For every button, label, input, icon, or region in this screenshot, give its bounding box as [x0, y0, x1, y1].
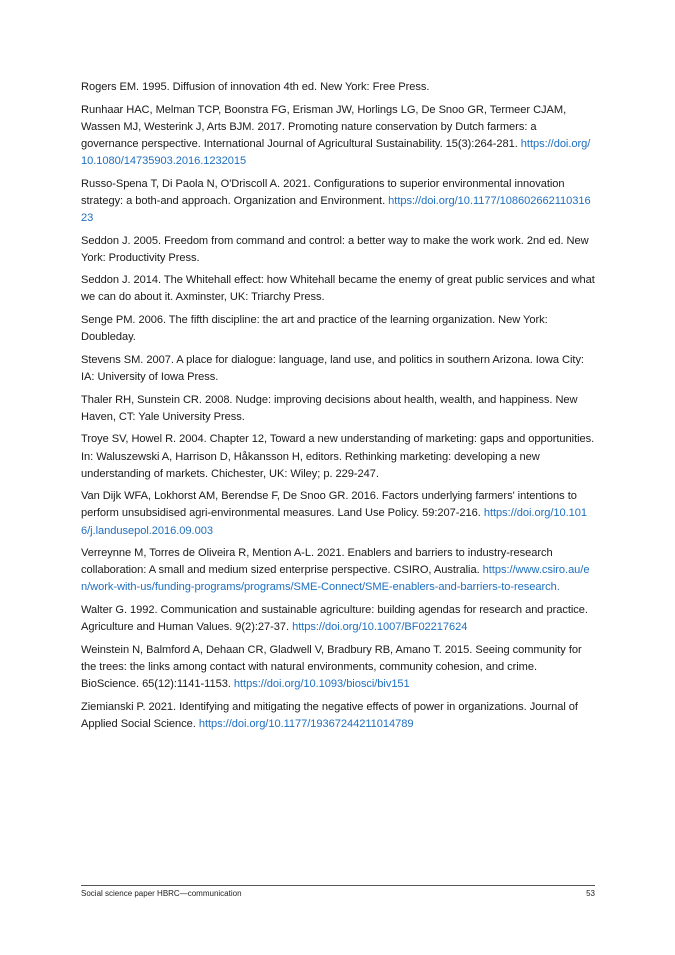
reference-entry — [81, 272, 595, 306]
reference-entry — [81, 545, 595, 596]
reference-entry — [81, 312, 595, 346]
reference-entry — [81, 431, 595, 482]
reference-text: Troye SV, Howel R. 2004. Chapter 12, Toward a new understanding of marketing: gaps and opportunities. In: Waluszewski A, Harrison D, Håkansson H, editors. Rethinking marketing: developing a new understanding of markets. Chichester, UK: Wiley; p. 229-247. — [81, 433, 595, 480]
reference-entry — [81, 392, 595, 426]
reference-text: Senge PM. 2006. The fifth discipline: the art and practice of the learning organization. New York: Doubleday. — [81, 314, 548, 344]
reference-text: Ziemianski P. 2021. Identifying and mitigating the negative effects of power in organizations. Journal of Applied Social Science. — [81, 700, 578, 730]
reference-text: Russo-Spena T, Di Paola N, O'Driscoll A. 2021. Configurations to superior environmental innovation strategy: a both-and approach. Organization and Environment. — [81, 177, 565, 207]
reference-text: Seddon J. 2005. Freedom from command and control: a better way to make the work work. 2nd ed. New York: Productivity Press. — [81, 234, 589, 264]
doi-link[interactable]: https://doi.org/10.1080/14735903.2016.1232015 — [81, 137, 591, 167]
doi-link[interactable]: https://doi.org/10.1177/10860266211031623 — [81, 194, 591, 224]
page-number: 53 — [586, 889, 595, 898]
reference-text: Walter G. 1992. Communication and sustainable agriculture: building agendas for research and practice. Agriculture and Human Values. 9(2):27-37. — [81, 604, 588, 634]
doi-link[interactable]: https://doi.org/10.1177/19367244211014789 — [198, 717, 414, 730]
reference-text: Verreynne M, Torres de Oliveira R, Mention A-L. 2021. Enablers and barriers to industry-research collaboration: A small and medium sized enterprise perspective. CSIRO, Australia. — [81, 547, 553, 577]
reference-entry — [81, 233, 595, 267]
reference-text: Rogers EM. 1995. Diffusion of innovation 4th ed. New York: Free Press. — [81, 81, 430, 93]
reference-text: Seddon J. 2014. The Whitehall effect: how Whitehall became the enemy of great public services and what we can do about it. Axminster, UK: Triarchy Press. — [81, 274, 595, 304]
reference-entry — [81, 79, 595, 96]
reference-text: Thaler RH, Sunstein CR. 2008. Nudge: improving decisions about health, wealth, and happiness. New Haven, CT: Yale University Press. — [81, 393, 578, 423]
reference-text: Runhaar HAC, Melman TCP, Boonstra FG, Erisman JW, Horlings LG, De Snoo GR, Termeer CJAM, Wassen MJ, Westerink J, Arts BJM. 2017. Promoting nature conservation by Dutch farmers: a governance perspective. International Journal of Agricultural Sustainability. 15(3):264-281. — [81, 103, 567, 150]
web-link[interactable]: https://www.csiro.au/en/work-with-us/funding-programs/programs/SME-Connect/SME-enablers-and-barriers-to-research. — [81, 564, 590, 594]
reference-text: Van Dijk WFA, Lokhorst AM, Berendse F, De Snoo GR. 2016. Factors underlying farmers' intentions to perform unsubsidised agri-environmental measures. Land Use Policy. 59:207-216. — [81, 490, 577, 520]
doi-link[interactable]: https://doi.org/10.1016/j.landusepol.2016.09.003 — [81, 507, 587, 537]
reference-entry — [81, 602, 595, 636]
page-footer — [81, 885, 595, 898]
reference-entry — [81, 352, 595, 386]
doi-link[interactable]: https://doi.org/10.1007/BF02217624 — [292, 621, 468, 634]
reference-entry — [81, 699, 595, 733]
reference-text: Stevens SM. 2007. A place for dialogue: language, land use, and politics in southern Arizona. Iowa City: IA: University of Iowa Press. — [81, 353, 584, 383]
reference-text: Weinstein N, Balmford A, Dehaan CR, Gladwell V, Bradbury RB, Amano T. 2015. Seeing community for the trees: the links among contact with natural environments, community cohesion, and crime. BioScience. 65(12):1141-1153. — [81, 643, 582, 691]
reference-list — [81, 79, 595, 739]
reference-entry — [81, 102, 595, 170]
footer-title: Social science paper HBRC—communication — [81, 889, 242, 898]
reference-entry — [81, 176, 595, 227]
doi-link[interactable]: https://doi.org/10.1093/biosci/biv151 — [233, 678, 410, 691]
reference-entry — [81, 488, 595, 539]
reference-entry — [81, 642, 595, 693]
